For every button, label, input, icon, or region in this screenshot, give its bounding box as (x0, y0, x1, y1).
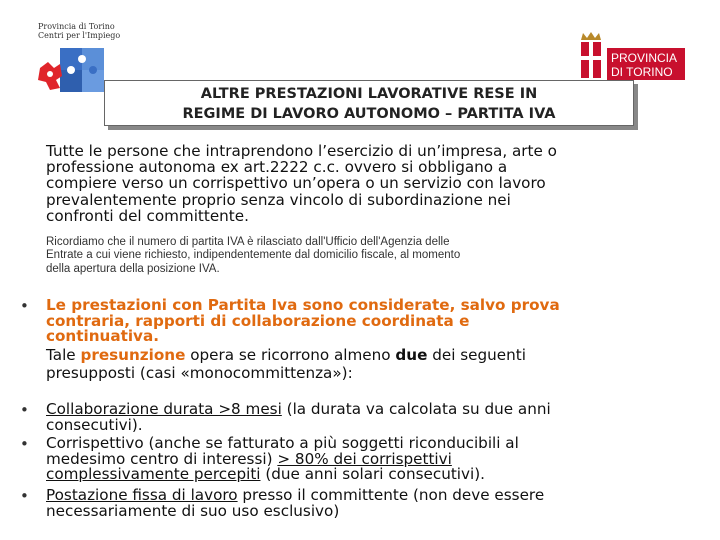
bullet-icon: • (20, 297, 29, 315)
puzzle-logo-icon (36, 46, 106, 96)
criterion-workstation (46, 488, 696, 519)
logo-text-line1: PROVINCIA (611, 51, 678, 65)
partita-iva-note (46, 236, 646, 276)
highlight-line: Le prestazioni con Partita Iva sono considerate, salvo prova (46, 296, 560, 314)
org-name-line2: Centri per l'Impiego (38, 31, 121, 40)
criterion-compensation (46, 436, 696, 483)
intro-line: prevalentemente proprio senza vincolo di subordinazione nei (46, 190, 511, 209)
note-line: Ricordiamo che il numero di partita IVA è rilasciato dall'Ufficio dell'Agenzia delle (46, 236, 450, 248)
title-box (104, 80, 634, 126)
criterion-line: necessariamente di suo uso esclusivo) (46, 501, 340, 520)
title-line2: REGIME DI LAVORO AUTONOMO – PARTITA IVA (182, 106, 556, 122)
presumption-end-text: dei seguenti (432, 345, 526, 364)
logo-text-line2: DI TORINO (611, 65, 673, 79)
bullet-icon: • (20, 487, 29, 505)
duration-underlined: Collaborazione durata >8 mesi (46, 400, 282, 418)
highlight-line: contraria, rapporti di collaborazione coordinata e (46, 311, 470, 330)
duration-rest: (la durata va calcolata su due anni (286, 400, 551, 418)
org-header (38, 22, 120, 40)
compensation-underlined: > 80% dei corrispettivi (277, 449, 452, 468)
tale-text: Tale (46, 345, 76, 364)
presupposti-line: presupposti (casi «monocommittenza»): (46, 364, 353, 382)
org-name-line1: Provincia di Torino (38, 22, 115, 31)
intro-line: compiere verso un corrispettivo un’opera o un servizio con lavoro (46, 174, 546, 193)
intro-line: confronti del committente. (46, 206, 249, 225)
criterion-line: consecutivi). (46, 415, 143, 434)
criterion-duration (46, 402, 696, 433)
compensation-rest: (due anni solari consecutivi). (265, 465, 485, 483)
highlight-line: continuativa. (46, 327, 159, 345)
workstation-rest: presso il committente (non deve essere (242, 486, 545, 504)
due-text: due (395, 345, 428, 364)
intro-line: professione autonoma ex art.2222 c.c. ovvero si obbligano a (46, 158, 508, 177)
workstation-underlined: Postazione fissa di lavoro (46, 486, 238, 504)
provincia-logo-text (611, 51, 677, 79)
criterion-line (46, 467, 696, 483)
presumption-line (46, 345, 696, 364)
note-line: Entrate a cui viene richiesto, indipendentemente dal domicilio fiscale, al momento (46, 249, 461, 262)
compensation-underlined-2: complessivamente percepiti (46, 465, 261, 483)
presumption-mid-text: opera se ricorrono almeno (190, 345, 391, 364)
bullet-icon: • (20, 435, 29, 453)
intro-line: Tutte le persone che intraprendono l’esercizio di un’impresa, arte o (46, 142, 557, 160)
criterion-line: Corrispettivo (anche se fatturato a più soggetti riconducibili al (46, 434, 519, 452)
bullet-icon: • (20, 401, 29, 419)
title-line1: ALTRE PRESTAZIONI LAVORATIVE RESE IN (200, 86, 538, 102)
compensation-text: medesimo centro di interessi) (46, 449, 273, 468)
main-bullet-text (46, 298, 696, 382)
intro-paragraph (46, 143, 686, 224)
criterion-line (46, 402, 696, 418)
presunzione-text: presunzione (80, 345, 186, 364)
note-line: della apertura della posizione IVA. (46, 262, 220, 275)
